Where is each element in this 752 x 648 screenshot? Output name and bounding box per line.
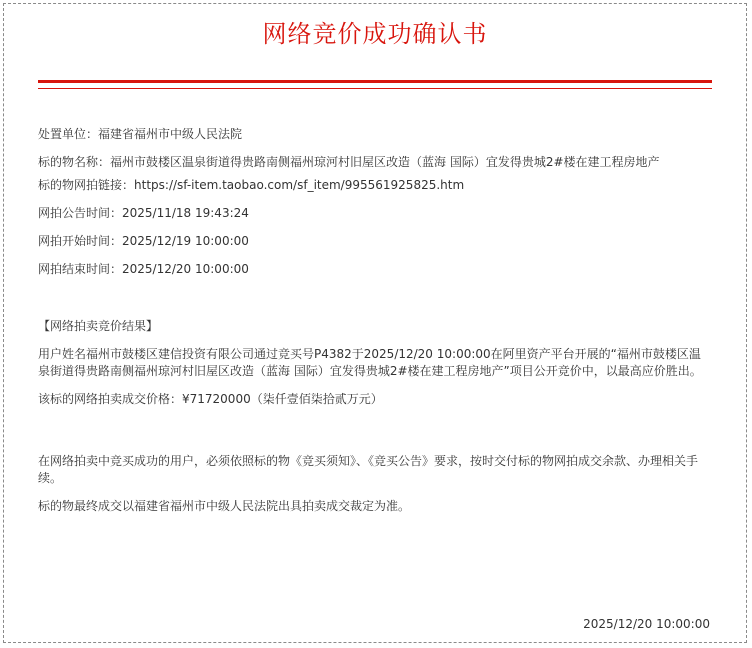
auction-link[interactable]: https://sf-item.taobao.com/sf_item/995561925825.htm xyxy=(134,178,465,192)
price-text: 该标的网络拍卖成交价格：¥71720000（柒仟壹佰柒拾贰万元） xyxy=(38,392,383,406)
notice-requirements: 在网络拍卖中竞买成功的用户，必须依照标的物《竞买须知》、《竞买公告》要求，按时交付标的物网拍成交余款、办理相关手续。 xyxy=(38,454,699,485)
field-label: 网拍开始时间： xyxy=(38,234,123,248)
field-announcement-time xyxy=(38,205,712,222)
title-divider-thin xyxy=(38,88,712,89)
field-value: 2025/11/18 19:43:24 xyxy=(122,206,249,220)
field-label: 网拍结束时间： xyxy=(38,262,123,276)
document-title: 网络竞价成功确认书 xyxy=(262,20,488,48)
field-subject-name xyxy=(38,154,712,171)
document-date: 2025/12/20 10:00:00 xyxy=(583,617,710,631)
confirmation-document xyxy=(3,3,747,643)
title-divider-thick xyxy=(38,80,712,83)
field-label: 标的物网拍链接： xyxy=(38,178,135,192)
result-text: 用户姓名福州市鼓楼区建信投资有限公司通过竞买号P4382于2025/12/20 10:00:00在阿里资产平台开展的“福州市鼓楼区温泉街道得贵路南侧福州琼河村旧屋区改造（蓝海 国际）宜发得贵城2#楼在建工程房地产”项目公开竞价中，以最高应价胜出。 xyxy=(38,347,702,378)
field-value: 2025/12/19 10:00:00 xyxy=(122,234,249,248)
field-auction-link xyxy=(38,177,712,194)
field-end-time xyxy=(38,261,712,278)
field-disposal-unit xyxy=(38,126,712,143)
field-label: 标的物名称： xyxy=(38,155,111,169)
field-value: 福建省福州市中级人民法院 xyxy=(98,127,243,141)
notice-final-ruling: 标的物最终成交以福建省福州市中级人民法院出具拍卖成交裁定为准。 xyxy=(38,499,411,513)
document-body xyxy=(38,126,712,526)
field-start-time xyxy=(38,233,712,250)
field-label: 网拍公告时间： xyxy=(38,206,123,220)
result-heading: 【网络拍卖竞价结果】 xyxy=(38,319,159,333)
field-label: 处置单位： xyxy=(38,127,99,141)
field-value: 福州市鼓楼区温泉街道得贵路南侧福州琼河村旧屋区改造（蓝海 国际）宜发得贵城2#楼在建工程房地产 xyxy=(110,155,660,169)
field-value: 2025/12/20 10:00:00 xyxy=(122,262,249,276)
